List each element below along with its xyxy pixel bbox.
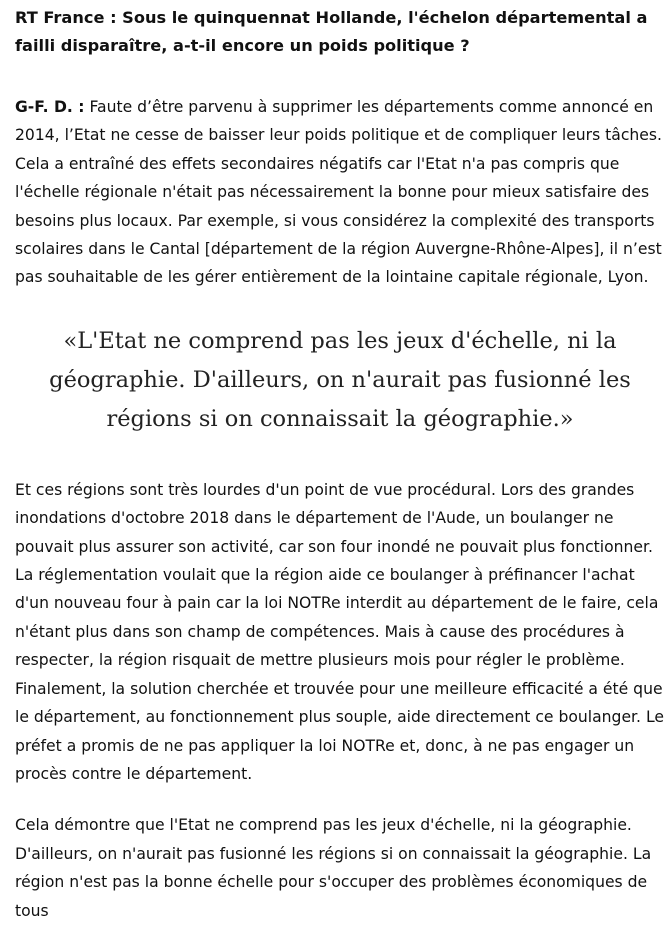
body-paragraph-3: Cela démontre que l'Etat ne comprend pas les jeux d'échelle, ni la géographie. D'ailleurs, on n'aurait pas fusionné les régions si on connaissait la géographie. La région n'est pas la bonne échelle pour s'occuper des problèmes économiques de tous [15,816,652,920]
pull-quote: «L'Etat ne comprend pas les jeux d'échelle, ni la géographie. D'ailleurs, on n'aurait pas fusionné les régions si on connaissait la géographie.» [49,327,631,432]
answer-paragraph [15,93,665,292]
article-body [15,0,665,925]
answer-speaker: G-F. D. : [15,98,85,116]
interview-question: RT France : Sous le quinquennat Hollande, l'échelon départemental a failli disparaître, a-t-il encore un poids politique ? [15,8,648,55]
body-paragraph-2: Et ces régions sont très lourdes d'un point de vue procédural. Lors des grandes inondations d'octobre 2018 dans le département de l'Aude, un boulanger ne pouvait plus assurer son activité, car son four inondé ne pouvait plus fonctionner. La réglementation voulait que la région aide ce boulanger à préfinancer l'achat d'un nouveau four à pain car la loi NOTRe interdit au département de le faire, cela n'étant plus dans son champ de compétences. Mais à cause des procédures à respecter, la région risquait de mettre plusieurs mois pour régler le problème. Finalement, la solution cherchée et trouvée pour une meilleure efficacité a été que le département, au fonctionnement plus souple, aide directement ce boulanger. Le préfet a promis de ne pas appliquer la loi NOTRe et, donc, à ne pas engager un procès contre le département. [15,480,664,783]
answer-text: Faute d’être parvenu à supprimer les départements comme annoncé en 2014, l’Etat ne cesse de baisser leur poids politique et de compliquer leurs tâches. Cela a entraîné des effets secondaires négatifs car l'Etat n'a pas compris que l'échelle régionale n'était pas nécessairement la bonne pour mieux satisfaire des besoins plus locaux. Par exemple, si vous considérez la complexité des transports scolaires dans le Cantal [département de la région Auvergne-Rhône-Alpes], il n’est pas souhaitable de les gérer entièrement de la lointaine capitale régionale, Lyon. [15,98,662,287]
